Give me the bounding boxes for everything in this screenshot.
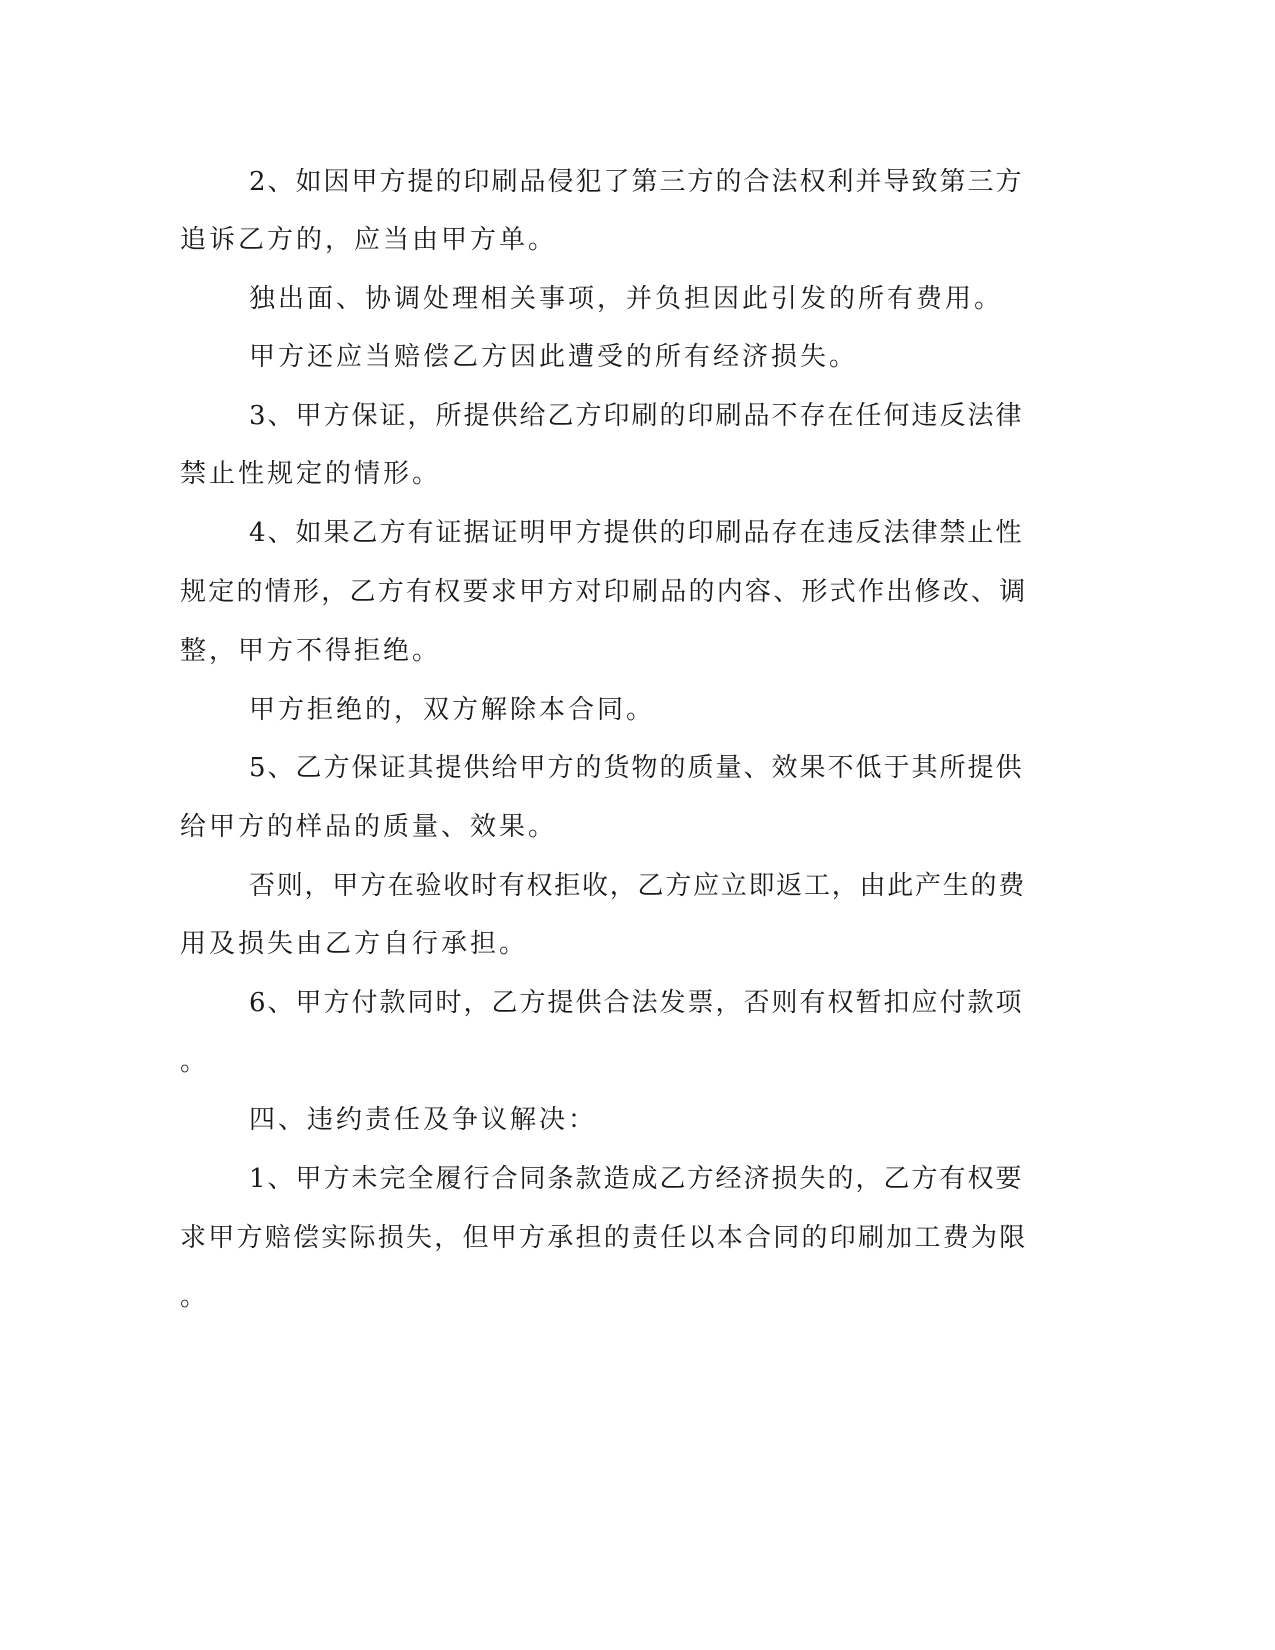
text-line: 求甲方赔偿实际损失，但甲方承担的责任以本合同的印刷加工费为限 [180,1223,1028,1253]
text-line: 5、乙方保证其提供给甲方的货物的质量、效果不低于其所提供 [249,753,1024,783]
text-line: 。 [180,1282,210,1312]
text-line: 否则，甲方在验收时有权拒收，乙方应立即返工，由此产生的费 [249,871,1027,901]
text-line: 规定的情形，乙方有权要求甲方对印刷品的内容、形式作出修改、调 [180,577,1028,607]
text-line: 禁止性规定的情形。 [180,459,442,489]
text-line: 2、如因甲方提的印刷品侵犯了第三方的合法权利并导致第三方 [249,167,1024,197]
text-line: 3、甲方保证，所提供给乙方印刷的印刷品不存在任何违反法律 [249,401,1024,431]
text-line: 独出面、协调处理相关事项，并负担因此引发的所有费用。 [249,284,1004,314]
text-line: 用及损失由乙方自行承担。 [180,929,529,959]
text-line: 6、甲方付款同时，乙方提供合法发票，否则有权暂扣应付款项 [249,988,1024,1018]
text-line: 甲方还应当赔偿乙方因此遭受的所有经济损失。 [249,342,859,372]
text-line: 4、如果乙方有证据证明甲方提供的印刷品存在违反法律禁止性 [249,518,1024,548]
text-line: 1、甲方未完全履行合同条款造成乙方经济损失的，乙方有权要 [249,1164,1024,1194]
text-line: 给甲方的样品的质量、效果。 [180,812,558,842]
text-line: 追诉乙方的，应当由甲方单。 [180,225,558,255]
text-line: 。 [180,1047,210,1077]
text-line: 四、违约责任及争议解决： [249,1105,598,1135]
text-line: 整，甲方不得拒绝。 [180,636,442,666]
text-line: 甲方拒绝的，双方解除本合同。 [249,695,656,725]
